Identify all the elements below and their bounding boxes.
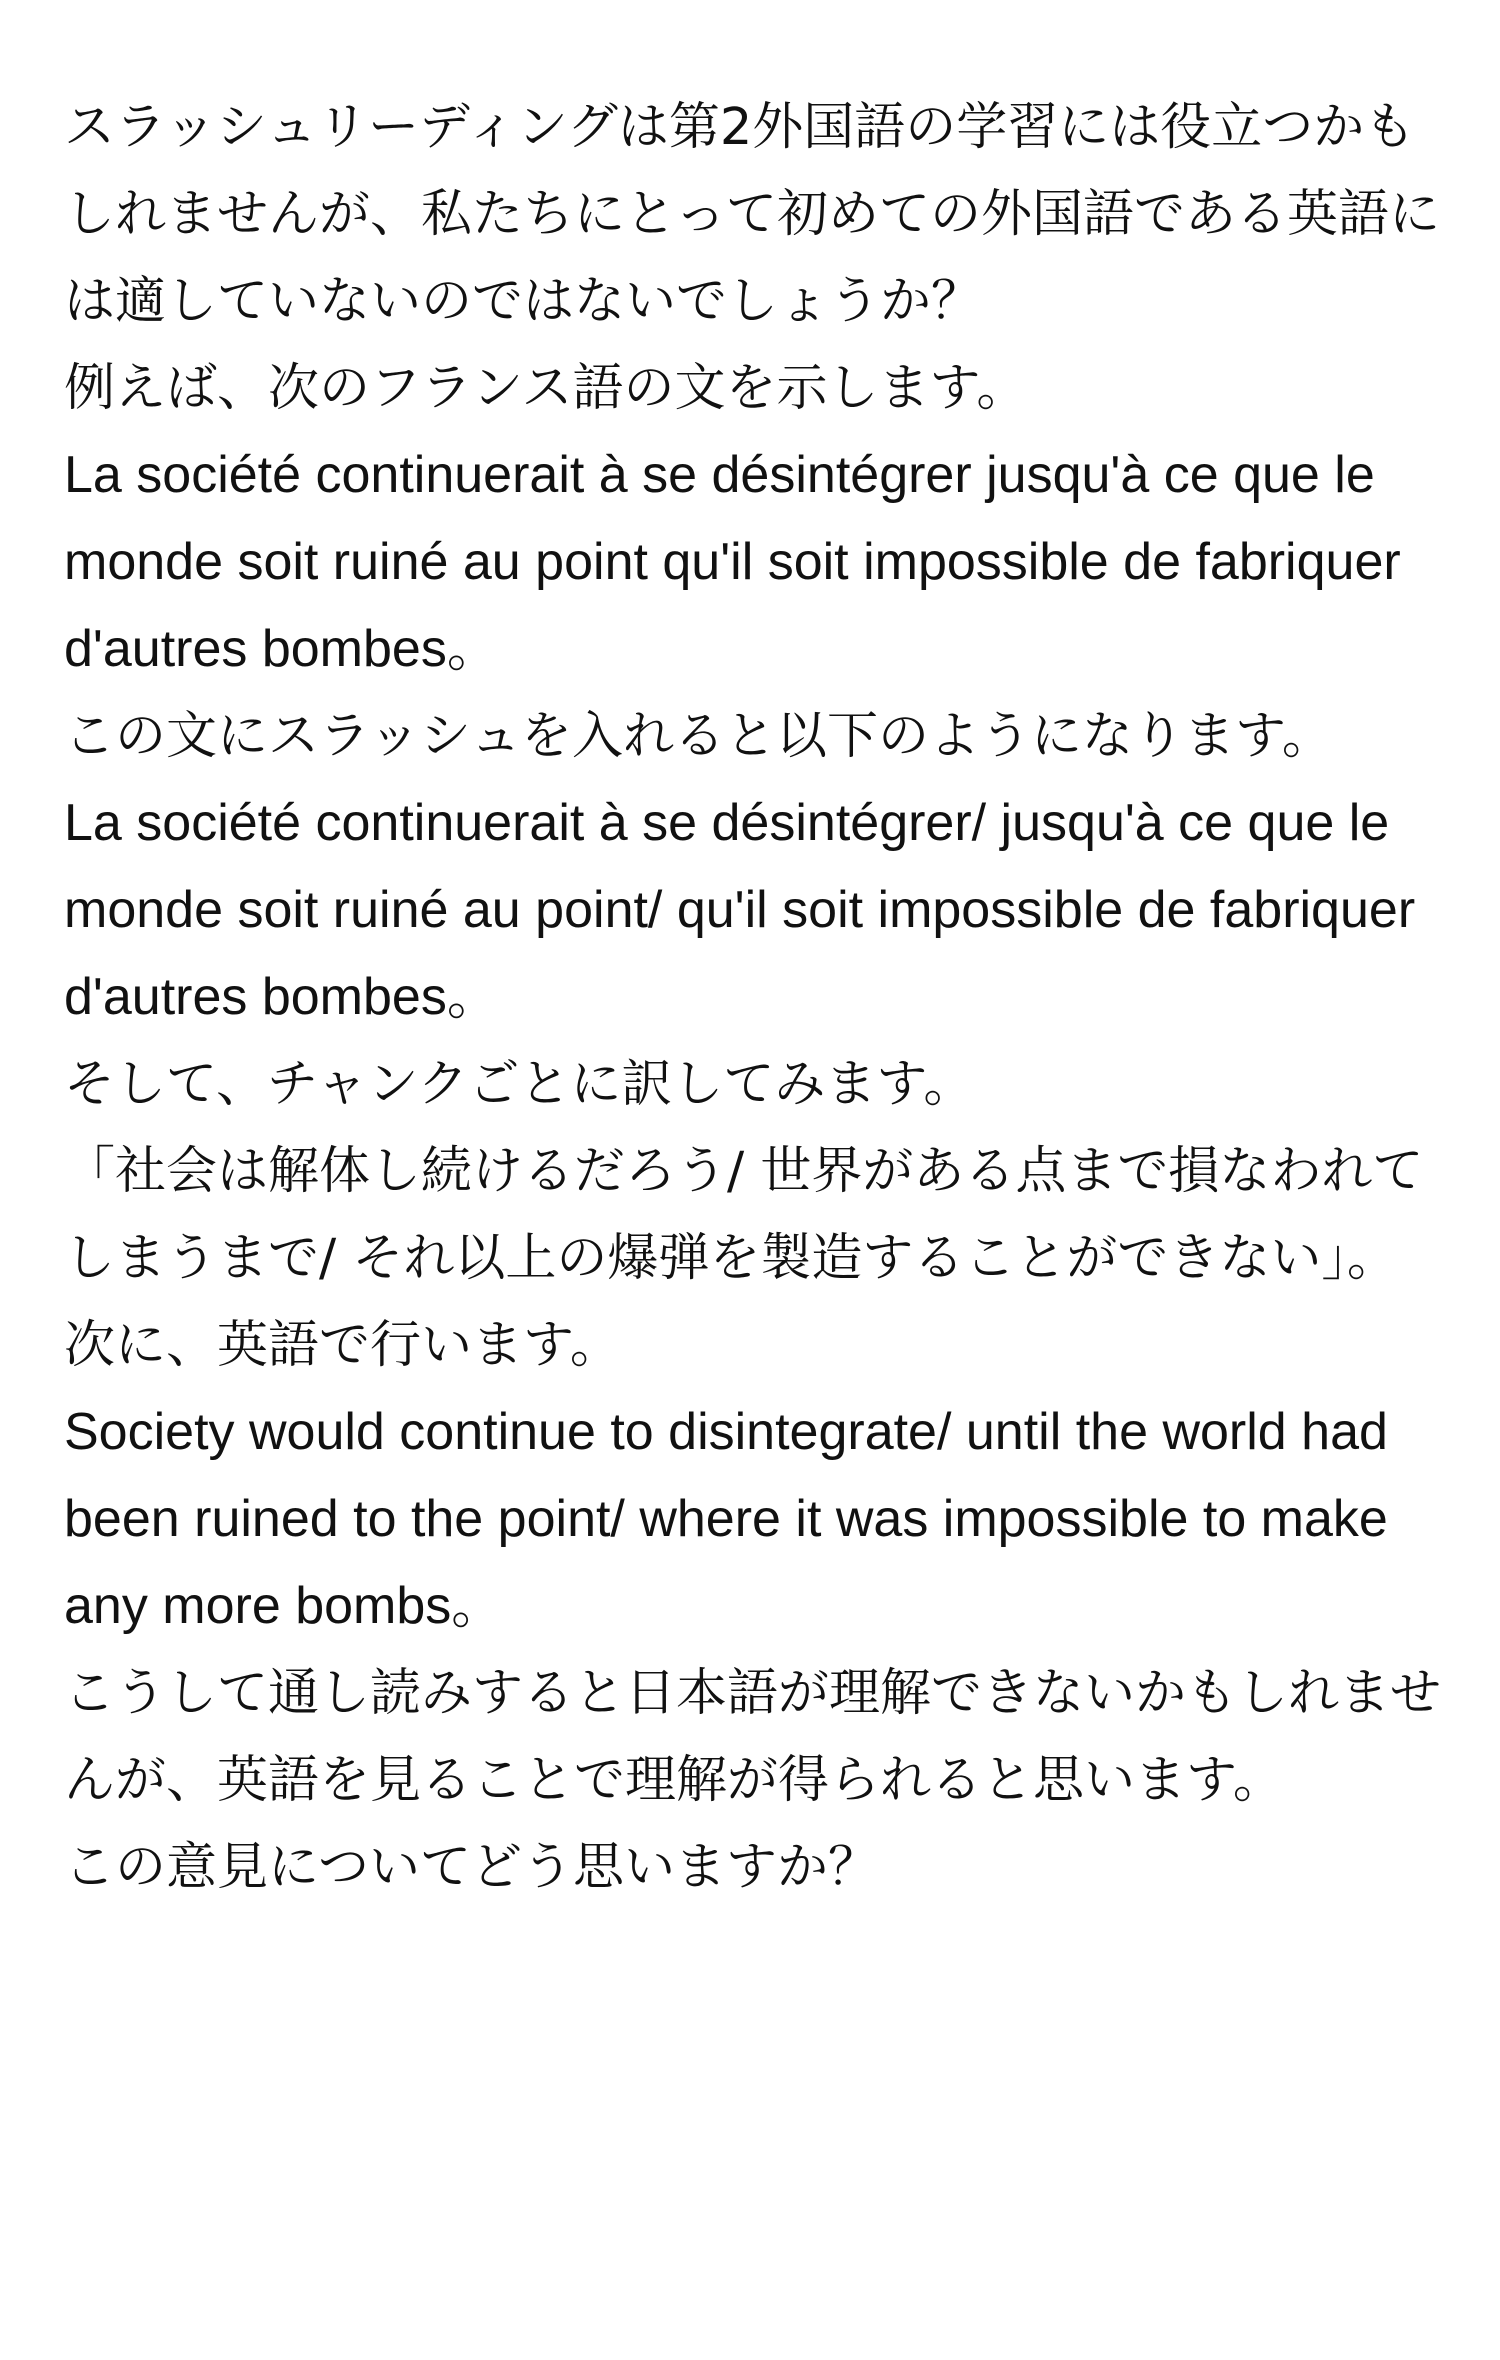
french-sentence-paragraph: La société continuerait à se désintégrer jusqu'à ce que le monde soit ruiné au point qu'il soit impossible de fabriquer d'autres bombes。 — [64, 446, 1401, 678]
document-body — [64, 84, 1444, 1911]
intro-question-paragraph: スラッシュリーディングは第2外国語の学習には役立つかもしれませんが、私たちにとって初めての外国語である英語には適していないのではないでしょうか？ — [64, 98, 1440, 331]
closing-question-paragraph: この意見についてどう思いますか？ — [64, 1838, 879, 1897]
argument-paragraph: こうして通し読みすると日本語が理解できないかもしれませんが、英語を見ることで理解が得られると思います。 — [64, 1664, 1442, 1810]
french-slashed-sentence-paragraph: La société continuerait à se désintégrer/ jusqu'à ce que le monde soit ruiné au point/ qu'il soit impossible de fabriquer d'autres bombes。 — [64, 794, 1416, 1026]
english-slashed-sentence-paragraph: Society would continue to disintegrate/ until the world had been ruined to the point/ where it was impossible to make any more bombs。 — [64, 1403, 1388, 1635]
example-intro-paragraph: 例えば、次のフランス語の文を示します。 — [64, 359, 1028, 418]
english-intro-paragraph: 次に、英語で行います。 — [64, 1316, 621, 1375]
japanese-chunk-translation-paragraph: 「社会は解体し続けるだろう/ 世界がある点まで損なわれてしまうまで/ それ以上の爆弾を製造することができない」。 — [64, 1142, 1424, 1288]
chunk-translation-intro-paragraph: そして、チャンクごとに訳してみます。 — [64, 1055, 975, 1114]
slash-intro-paragraph: この文にスラッシュを入れると以下のようになります。 — [64, 707, 1333, 766]
